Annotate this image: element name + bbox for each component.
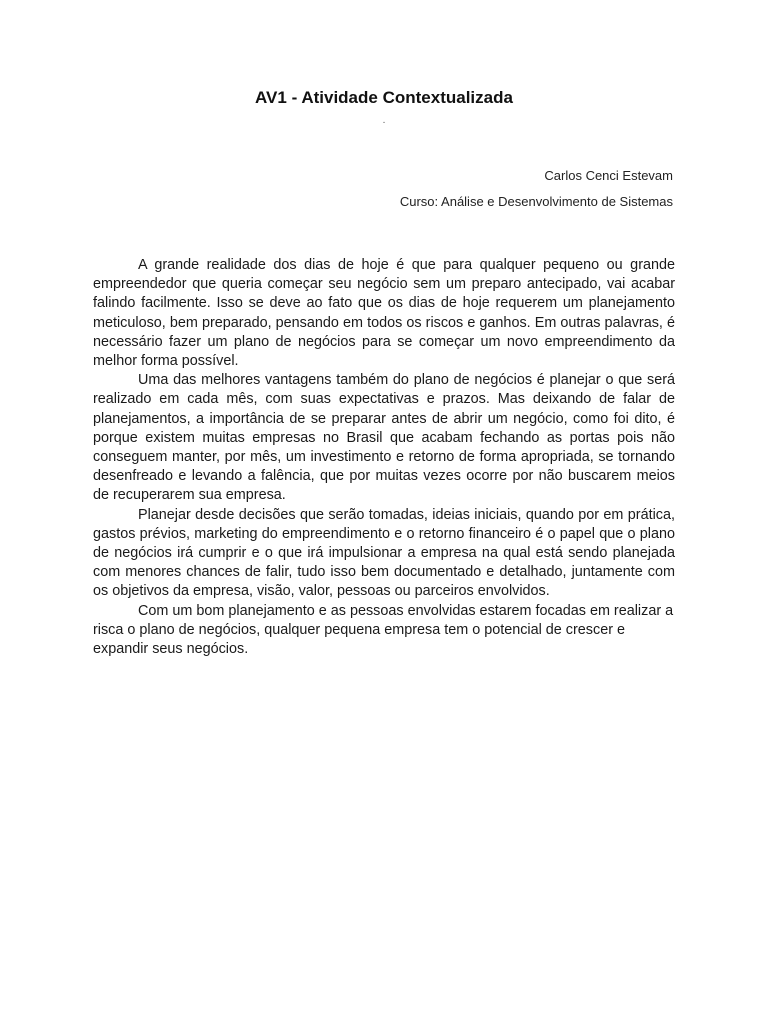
- document-title: AV1 - Atividade Contextualizada: [255, 88, 513, 107]
- paragraph-1: A grande realidade dos dias de hoje é que para qualquer pequeno ou grande empreendedor que queria começar seu negócio sem um preparo antecipado, vai acabar falindo facilmente. Isso se deve ao fato que os dias de hoje requerem um planejamento meticuloso, bem preparado, pensando em todos os riscos e ganhos. Em outras palavras, é necessário fazer um plano de negócios para se começar um novo empreendimento da melhor forma possível.: [93, 257, 675, 370]
- paragraph-2: Uma das melhores vantagens também do plano de negócios é planejar o que será realizado em cada mês, com suas expectativas e prazos. Mas deixando de falar de planejamentos, a importância de se preparar antes de abrir um negócio, como foi dito, é porque existem muitas empresas no Brasil que acabam fechando as portas pois não conseguem manter, por mês, um investimento e retorno de forma apropriada, se tornando desenfreado e levando a falência, que por muitas vezes ocorre por não buscarem meios de recuperarem sua empresa.: [93, 372, 675, 504]
- author-name: Carlos Cenci Estevam: [544, 168, 673, 183]
- title-separator: .: [382, 115, 386, 126]
- paragraph-4: Com um bom planejamento e as pessoas envolvidas estarem focadas em realizar a risca o plano de negócios, qualquer pequena empresa tem o potencial de crescer e expandir seus negócios.: [93, 602, 674, 658]
- document-body: [93, 256, 675, 659]
- paragraph-3: Planejar desde decisões que serão tomadas, ideias iniciais, quando por em prática, gastos prévios, marketing do empreendimento e o retorno financeiro é o papel que o plano de negócios irá cumprir e o que irá impulsionar a empresa na qual está sendo planejada com menores chances de falir, tudo isso bem documentado e detalhado, juntamente com os objetivos da empresa, visão, valor, pessoas ou parceiros envolvidos.: [93, 506, 675, 600]
- course-name: Curso: Análise e Desenvolvimento de Sistemas: [399, 194, 673, 209]
